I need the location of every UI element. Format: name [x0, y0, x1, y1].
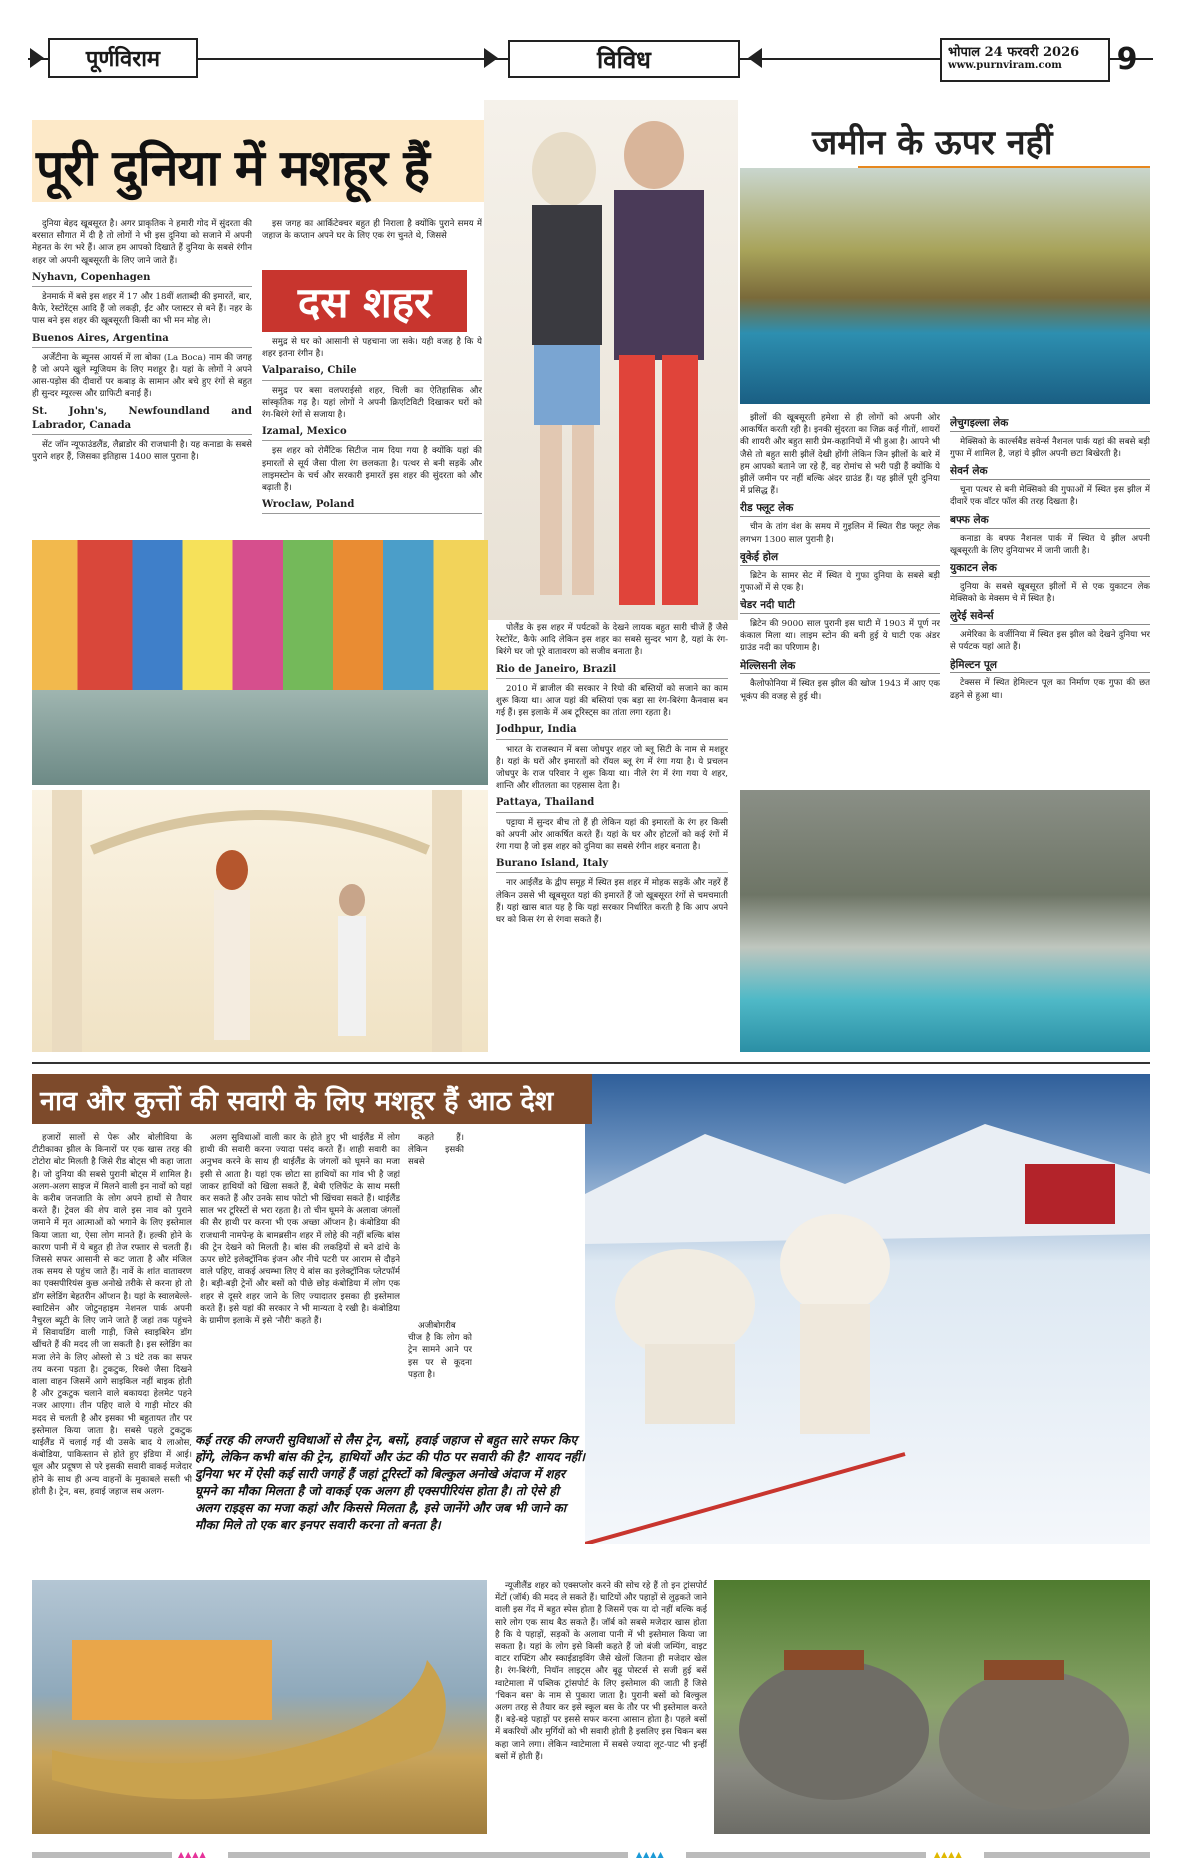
city-text: नार आईलैंड के द्वीप समूह में स्थित इस शहर में मोहक सड़कें और नहरें हैं लेकिन उससे भी खूबसूरत यहां की इमारतें हैं जो खूबसूरत रंगों से चमचमाती हैं। यहां खास बात यह है कि यहां सरकार निर्धारित करती है कि आप अपने घर को किस रंग से रंगवा सकते हैं। — [496, 878, 728, 925]
city-name: Burano Island, Italy — [496, 857, 728, 873]
masthead-logo: पूर्णविराम — [48, 38, 198, 78]
rides-column-bottom — [495, 1580, 707, 1834]
city-text: 2010 में ब्राजील की सरकार ने रियो की बस्तियों को सजाने का काम शुरू किया था। आज यहां की बस्तियां एक बड़ा सा रंग-बिरंगा कैनवास बन गई हैं। इस इलाके में अब टूरिस्ट्स का तांता लगा रहता है। — [496, 683, 728, 719]
section-divider — [32, 1062, 1150, 1064]
website-link[interactable]: www.purnviram.com — [948, 60, 1062, 71]
dateline — [940, 38, 1110, 82]
edition-date: भोपाल 24 फरवरी 2026 — [948, 45, 1080, 60]
lake-text: चीन के तांग वंश के समय में गुइलिन में स्थित रीड फ्लूट लेक लगभग 1300 साल पुरानी है। — [740, 522, 940, 545]
rides-column-1 — [32, 1132, 192, 1562]
city-text: पट्टाया में सुन्दर बीच तो हैं ही लेकिन यहां की इमारतों के रंग हर किसी को अपनी ओर आकर्षित करते हैं। यहां के घर और होटलों को कई रंगों में रंगा गया है जो इस शहर को दुनिया का सबसे रंगीन शहर बनाता है। — [496, 817, 728, 852]
lake-name: बफ्फ लेक — [950, 513, 1150, 529]
cities-column-2-top — [262, 218, 482, 266]
reed-boat-illustration — [32, 1580, 487, 1834]
rides-text: कहते हैं। लेकिन इसकी सबसे — [408, 1133, 464, 1168]
lake-text: दुनिया के सबसे खूबसूरत झीलों में से एक युकाटन लेक मेक्सिको के मेक्सम चे में स्थित है। — [950, 581, 1150, 605]
city-name: Valparaiso, Chile — [262, 364, 482, 380]
rides-headline: नाव और कुत्तों की सवारी के लिए मशहूर हैं आठ देश — [32, 1074, 592, 1124]
lake-name: रीड फ्लूट लेक — [740, 501, 940, 517]
lake-name: युकाटन लेक — [950, 561, 1150, 577]
lake-text: ब्रिटेन के सामर सेट में स्थित ये गुफा दुनिया के सबसे बड़ी गुफाओं में से एक है। — [740, 570, 940, 593]
city-name: Buenos Aires, Argentina — [32, 332, 252, 348]
city-name: St. John's, Newfoundland and Labrador, Canada — [32, 405, 252, 435]
section-title: विविध — [508, 40, 740, 78]
city-text: भारत के राजस्थान में बसा जोधपुर शहर जो ब्लू सिटी के नाम से मशहूर है। यहां के घरों और इमारतों को रॉयल ब्लू रंग में रंगा गया है। ये प्रचलन जोधपुर के राज परिवार ने शुरू किया था। नीले रंग में रंगा गया ये शहर, शान्ति और शीतलता का एहसास देता है। — [496, 744, 728, 792]
lakes-headline: जमीन के ऊपर नहीं — [812, 123, 1053, 163]
footer-bar — [984, 1852, 1150, 1858]
arrow-icon — [30, 48, 44, 68]
lake-name: चेडर नदी घाटी — [740, 598, 940, 614]
cities-headline: पूरी दुनिया में मशहूर हैं — [36, 139, 429, 197]
rides-text: अजीबोगरीब चीज है कि लोग को ट्रेन सामने आने पर इस पर से कूदना पड़ता है। — [408, 1321, 472, 1380]
lake-name: वूकेई होल — [740, 550, 940, 566]
arrow-icon — [748, 48, 762, 68]
sled-dogs-illustration — [585, 1074, 1150, 1544]
elephant-illustration — [714, 1580, 1150, 1834]
turquoise-cave-lake-photo — [740, 790, 1150, 1052]
lake-text: कैलोफोनिया में स्थित इस झील की खोज 1943 में आए एक भूकंप की वजह से हुई थी। — [740, 679, 940, 702]
city-name: Wroclaw, Poland — [262, 498, 482, 514]
burano-canal-photo — [32, 690, 488, 785]
lake-name: लुरेई सवेर्न्स — [950, 609, 1150, 625]
footer-bar — [686, 1852, 926, 1858]
rides-text: अलग सुविधाओं वाली कार के होते हुए भी थाईलैंड में लोग हाथी की सवारी करना ज्यादा पसंद करते हैं। शाही सवारी का अनुभव करने के साथ ही थाईलैंड के जंगलों को घूमने का मजा इसी से आता है। यहां एक छोटा सा हाथियों का गांव भी है जहां जाकर हाथियों को खिला सकते हैं, बेबी एलिफेंट के साथ मस्ती कर सकते हैं और उनके साथ फोटो भी खिंचवा सकते हैं। थाईलैंड साल भर टूरिस्टों से भरा रहता है। तो चीन घूमने के अलावा जंगलों की सैर हाथी पर करना भी एक अच्छा ऑप्शन है। कंबोडिया की राजधानी नामपेन्ह के बामब्रसीन शहर में लोहे की नहीं बल्कि बांस की ट्रेन देखने को मिलती है। बांस की लकड़ियों से बने ढांचे के ऊपर छोटे इलेक्ट्रॉनिक इंजन और नीचे पटरी पर आराम से दौड़ने वाले पहिए, वाकई अचम्भा लिए ये बांस का इलेक्ट्रॉनिक प्लेटफॉर्म है। बड़ी-बड़ी ट्रेनों और बसों को पीछे छोड़ कंबोडिया में लोग एक शहर से दूसरे शहर जाने के लिए ज्यादातर इसका ही इस्तेमाल करते हैं। इसे यहां की सरकार ने भी मान्यता दे रखी है। कंबोडिया के ग्रामीण इलाके में इसे 'नौरी' कहते हैं। — [200, 1133, 400, 1327]
lake-name: मेल्लिसनी लेक — [740, 659, 940, 675]
cities-column-1 — [32, 218, 252, 540]
rides-text: न्यूजीलैंड शहर को एक्सप्लोर करने की सोच रहे हैं तो इन ट्रांसपोर्ट मेंटों (जॉर्ब) की मदद ले सकते हैं। घाटियों और पहाड़ों से लुढ़कते जाने वाली इस गेंद में बहुत स्पेस होता है जिसमें एक या दो नहीं बल्कि कई सारे लोग एक साथ बैठ सकते हैं। जॉर्ब को सबसे मजेदार खास होता है कि ये पहाड़ों, सड़कों के अलावा पानी में भी इस्तेमाल किया जा सकता है। यहां के लोग इसे किसी कहते हैं जो बंजी जम्पिंग, वाइट वाटर राफ्टिंग और स्काईडाइविंग जैसे खेलों जितना ही मजेदार खेल है। रंग-बिरंगी, नियॉन लाइट्स और बूढ़ू पोस्टर्स से सजी हुई बसें ग्वाटेमाला में पब्लिक ट्रांसपोर्ट के लिए इस्तेमाल की जाती हैं जिसे 'चिकन बस' के नाम से पुकारा जाता है। पुरानी बसों को बिल्कुल अलग तरह से तैयार कर इसे स्कूल बस के तौर पर भी इस्तेमाल करते हैं। बड़े-बड़े पहाड़ों पर इससे सफर करना आसान होता है। पहले बसों में बकरियों और मुर्गियों को भी सवारी होती है इसलिए इस चिकन बस कहा जाने लगा। लेकिन ग्वाटेमाला में सबसे ज्यादा लूट-पाट भी इन्हीं बसों में होती हैं। — [495, 1581, 707, 1762]
city-text: इस शहर को रोमैंटिक सिटीज नाम दिया गया है क्योंकि यहां की इमारतों से सूर्य जैसा पीला रंग छलकता है। पत्थर से बनी सड़कें और लाइमस्टोन के चर्च और सरकारी इमारतें इस शहर की सुंदरता को और बढ़ाती हैं। — [262, 446, 482, 493]
lake-name: हेमिल्टन पूल — [950, 658, 1150, 674]
cities-column-2 — [262, 336, 482, 536]
city-text: अर्जेंटीना के ब्यूनस आयर्स में ला बोका (La Boca) नाम की जगह है जो अपने खुले म्यूजियम के लिए मशहूर है। यहां के लोगों ने अपने आस-पड़ोस की दीवारों पर कबाड़ के सामान और बचे हुए रंगों से बहुत ही सुन्दर म्यूरल्स और ग्राफिटी बनाई हैं। — [32, 352, 252, 400]
print-registration-marks: ▲▲▲▲ — [934, 1850, 963, 1859]
lake-text: मेक्सिको के कार्ल्सबैड सवेर्न्स नैशनल पार्क यहां की सबसे बड़ी गुफा में शामिल है, जहां ये झील अपनी छटा बिखेरती है। — [950, 436, 1150, 460]
arrow-icon — [484, 48, 498, 68]
rides-column-3-bottom — [408, 1320, 472, 1420]
lakes-intro: झीलों की खूबसूरती हमेशा से ही लोगों को अपनी ओर आकर्षित करती रही है। इनकी सुंदरता का जिक्र कई गीतों, शायरों की शायरी और बहुत सारी प्रेम-कहानियों में भी हुआ है। आपने भी जैसे तो बहुत सारी झीलें देखी होंगी लेकिन जिन झीलों के बारे में हम आपको बताने जा रहे हैं, वह रोमांच से भरी पड़ी हैं क्योंकि ये झीलें जमीन पर नहीं बल्कि अंदर ग्राउंड हैं। यह झीलें पूरी दुनिया में प्रसिद्ध हैं। — [740, 413, 940, 497]
palace-couple-photo — [32, 790, 488, 1052]
city-text: समुद्र पर बसा वलपराईसो शहर, चिली का ऐतिहासिक और सांस्कृतिक गढ़ है। यहां लोगों ने अपनी क्रिएटिविटी दिखाकर घरों को रंग-बिरंगे रंगों से सजाया है। — [262, 385, 482, 420]
page-number: 9 — [1116, 41, 1138, 77]
lake-text: अमेरिका के वर्जीनिया में स्थित इस झील को देखने दुनिया भर से पर्यटक यहां आते हैं। — [950, 630, 1150, 653]
lake-text: चूना पत्थर से बनी मेक्सिको की गुफाओं में स्थित इस झील में दीवारें एक वॉटर फॉल की तरह दिखता है। — [950, 485, 1150, 508]
city-name: Izamal, Mexico — [262, 425, 482, 441]
print-registration-marks: ▲▲▲▲ — [636, 1850, 665, 1859]
elephant-ride-photo — [714, 1580, 1150, 1834]
lake-name: लेचुगइल्ला लेक — [950, 416, 1150, 432]
city-text: सेंट जॉन न्यूफाउंडलैंड, लैब्राडोर की राजधानी है। यह कनाडा के सबसे पुराने शहर हैं, जिसका इतिहास 1400 साल पुराना है। — [32, 439, 252, 463]
rides-column-2 — [200, 1132, 400, 1424]
palace-illustration — [32, 790, 488, 1052]
cave-lake-photo — [740, 168, 1150, 404]
sled-dogs-photo — [585, 1074, 1150, 1544]
couple-photo — [484, 100, 738, 620]
city-text: डेनमार्क में बसे इस शहर में 17 और 18वीं शताब्दी की इमारतें, बार, कैफे, रेस्टोरेंट्स आदि हैं जो लकड़ी, ईंट और प्लास्टर से बने हैं। नहर के पास बने इस शहर की खूबसूरती किसी का भी मन मोह ले। — [32, 292, 252, 327]
cities-column-2-lead: इस जगह का आर्किटेक्चर बहुत ही निराला है क्योंकि पुराने समय में जहाज के कप्तान अपने घर के लिए एक रंग चुनते थे, जिससे — [262, 219, 482, 242]
lake-text: कनाडा के बफ्फ नैशनल पार्क में स्थित ये झील अपनी खूबसूरती के लिए दुनियाभर में जानी जाती है। — [950, 533, 1150, 556]
footer-bar — [32, 1852, 172, 1858]
cities-column-3 — [496, 622, 728, 1052]
lakes-column-1 — [740, 412, 940, 784]
cities-subhead: दस शहर — [262, 270, 467, 332]
lake-text: टेक्सस में स्थित हेमिल्टन पूल का निर्माण एक गुफा की छत ढहने से हुआ था। — [950, 678, 1150, 701]
lake-text: ब्रिटेन की 9000 साल पुरानी इस घाटी में 1903 में पूर्ण नर कंकाल मिला था। लाइम स्टोन की बनी हुई ये घाटी एक अंडर ग्राउंड नदी का परिणाम है। — [740, 618, 940, 654]
cities-intro: दुनिया बेहद खूबसूरत है। अगर प्राकृतिक ने हमारी गोद में सुंदरता की बरसात सौगात में दी है तो लोगों ने भी इस दुनिया को सजाने में अपनी मेहनत के रंग भरे हैं। आज हम आपको दिखाते हैं दुनिया के सबसे रंगीन शहर जो अपनी खूबसूरती के लिए जाने जाते हैं। — [32, 219, 252, 266]
cities-column-2-cont: समुद्र से घर को आसानी से पहचाना जा सके। यही वजह है कि ये शहर इतना रंगीन है। — [262, 337, 482, 360]
lakes-column-2 — [950, 412, 1150, 784]
rides-text: हजारों सालों से पेरू और बोलीविया के टीटीकाका झील के किनारों पर एक खास तरह की टोटोरा बोट मिलती है जिसे रीड बोट्स भी कहा जाता है। जो दुनिया की सबसे पुरानी बोट्स में शामिल है। अलग-अलग साइज में मिलने वाली इन नावों को यहां के करीब जनजाति के लोग अपने हाथों से तैयार करते हैं। ट्रेवल की शेप वाले इस नाव को पुराने जमाने में मृत आत्माओं को भगाने के लिए इस्तेमाल किया जाता था, ऐसा लोग मानते हैं। हल्की होने के कारण पानी में ये बहुत ही तेज रफ्तार से चलती हैं। जिससे सफर आसानी से कट जाता है और मंजिल तक समय से पहुंच जाते हैं। नार्वे के शांत वातावरण का एक्सपीरियंस कुछ अनोखे तरीके से करना हो तो डॉग स्लेडिंग बेहतरीन ऑप्शन है। यहां के स्वालबेल्ले-स्वाटिसेन और जोटुनहाइम नेशनल पार्क अपनी नैचुरल ब्यूटी के लिए जाने जाते हैं जहां तक पहुंचने में सिवायडिंग वाली गाड़ी, जिसे स्वाइबिरेन डॉग खींचते हैं की मदद ली जा सकती है। इस स्लेडिंग का मजा लेने के लिए ओस्लो से 3 घंटे तक का सफर तय करना पड़ता है। टुकटुक, रिक्शे जैसा दिखने वाला वाहन जिसमें आगे साइकिल नहीं बाइक होती है और टुकटुक चलाने वाले बकायदा हेलमेट पहने नजर आएगा। तीन पहिए वाले ये गाड़ी मोटर की मदद से चलती है और इसका भी बहुतायत तौर पर इस्तेमाल किया जाता है। सबसे पहले टुकटुक थाईलैंड में चलाई गई थी उसके बाद ये लाओस, कंबोडिया, पाकिस्तान से होते हुए इंडिया में आई। धूल और प्रदूषण से परे इसकी सवारी वाकई मजेदार होने के साथ ही अन्य वाहनों के मुकाबले सस्ती भी होती है। ट्रेन, बस, हवाई जहाज सब अलग- — [32, 1133, 192, 1497]
rides-column-3-top — [408, 1132, 464, 1172]
city-name: Jodhpur, India — [496, 723, 728, 739]
city-text: पोलैंड के इस शहर में पर्यटकों के देखने लायक बहुत सारी चीजें हैं जैसे रेस्टोरेंट, कैफे आदि लेकिन इस शहर का सबसे सुन्दर भाग है, यहां के रंग-बिरंगे घर जो पूरे वातावरण को सजीव बनाता है। — [496, 623, 728, 658]
footer-bar — [228, 1852, 628, 1858]
city-name: Rio de Janeiro, Brazil — [496, 663, 728, 679]
lake-name: सेवर्न लेक — [950, 464, 1150, 480]
couple-illustration — [484, 100, 738, 620]
print-registration-marks: ▲▲▲▲ — [178, 1850, 207, 1859]
reed-boat-photo — [32, 1580, 487, 1834]
city-name: Nyhavn, Copenhagen — [32, 271, 252, 287]
pull-quote: कई तरह की लग्जरी सुविधाओं से लैस ट्रेन, बसों, हवाई जहाज से बहुत सारे सफर किए होंगे, लेकिन कभी बांस की ट्रेन, हाथियों और ऊंट की पीठ पर सवारी की है? शायद नहीं। दुनिया भर में ऐसी कई सारी जगहें हैं जहां टूरिस्टों को बिल्कुल अनोखे अंदाज में शहर घूमने का मौका मिलता है जो वाकई एक अलग ही एक्सपीरियंस होता है। तो ऐसे ही अलग राइड्स का मजा कहां और किससे मिलता है, इसे जानेंगे और जब भी जाने का मौका मिले तो एक बार इनपर सवारी करना तो बनता है। — [195, 1432, 585, 1534]
city-name: Pattaya, Thailand — [496, 796, 728, 812]
